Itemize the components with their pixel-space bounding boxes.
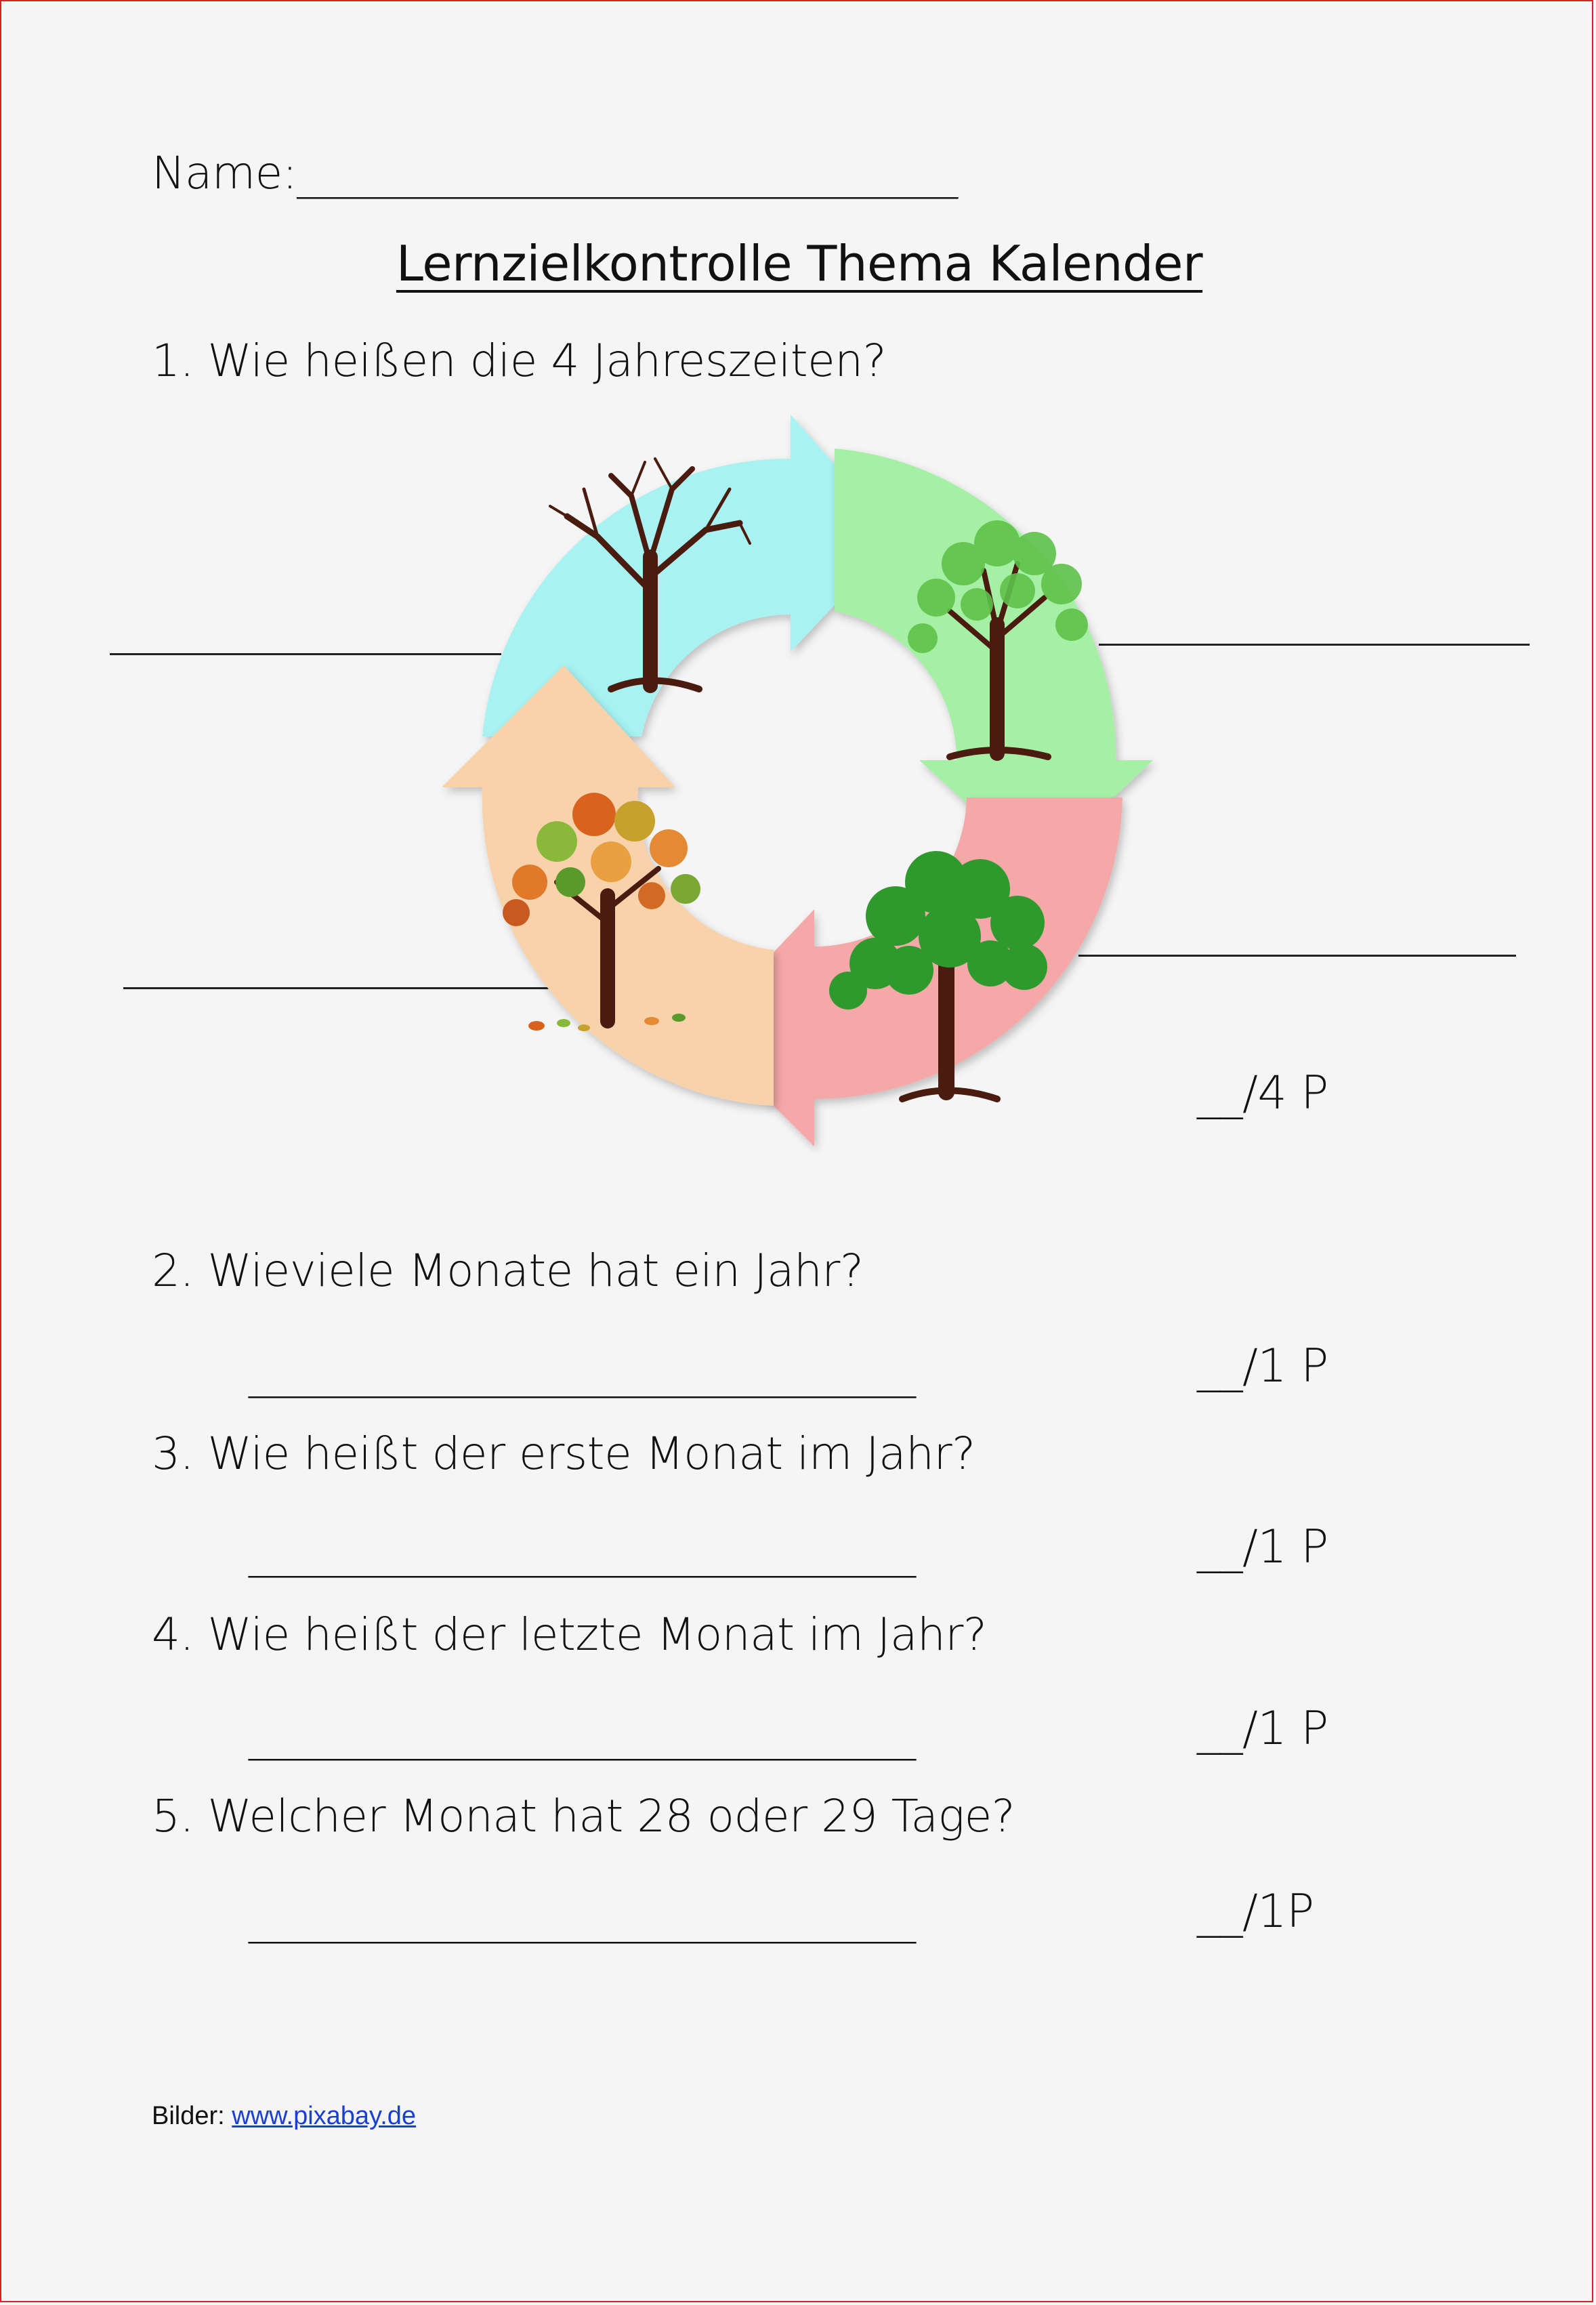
answer-3-line[interactable]: _____________________________ <box>249 1526 917 1578</box>
question-3: 3. Wie heißt der erste Monat im Jahr? <box>152 1428 975 1480</box>
q1-score: __/4 P <box>1197 1066 1328 1120</box>
pixabay-link[interactable]: www.pixabay.de <box>232 2102 417 2130</box>
question-5: 5. Welcher Monat hat 28 oder 29 Tage? <box>152 1790 1015 1842</box>
name-blank[interactable]: ______________________________ <box>297 147 958 199</box>
answer-5-line[interactable]: _____________________________ <box>249 1892 917 1944</box>
credit-label: Bilder: <box>152 2102 232 2130</box>
question-4: 4. Wie heißt der letzte Monat im Jahr? <box>152 1608 987 1661</box>
q4-score: __/1 P <box>1197 1702 1328 1756</box>
name-label: Name: <box>152 147 297 199</box>
name-field <box>152 147 957 199</box>
image-credit <box>152 2102 416 2131</box>
question-1: 1. Wie heißen die 4 Jahreszeiten? <box>152 335 887 387</box>
answer-2-line[interactable]: _____________________________ <box>249 1346 917 1398</box>
q3-score: __/1 P <box>1197 1520 1328 1574</box>
q2-score: __/1 P <box>1197 1340 1328 1393</box>
q5-score: __/1P <box>1197 1885 1314 1938</box>
answer-4-line[interactable]: _____________________________ <box>249 1709 917 1761</box>
season-cycle-diagram <box>421 408 1180 1153</box>
question-2: 2. Wieviele Monate hat ein Jahr? <box>152 1245 864 1297</box>
page-title: Lernzielkontrolle Thema Kalender <box>396 235 1203 292</box>
